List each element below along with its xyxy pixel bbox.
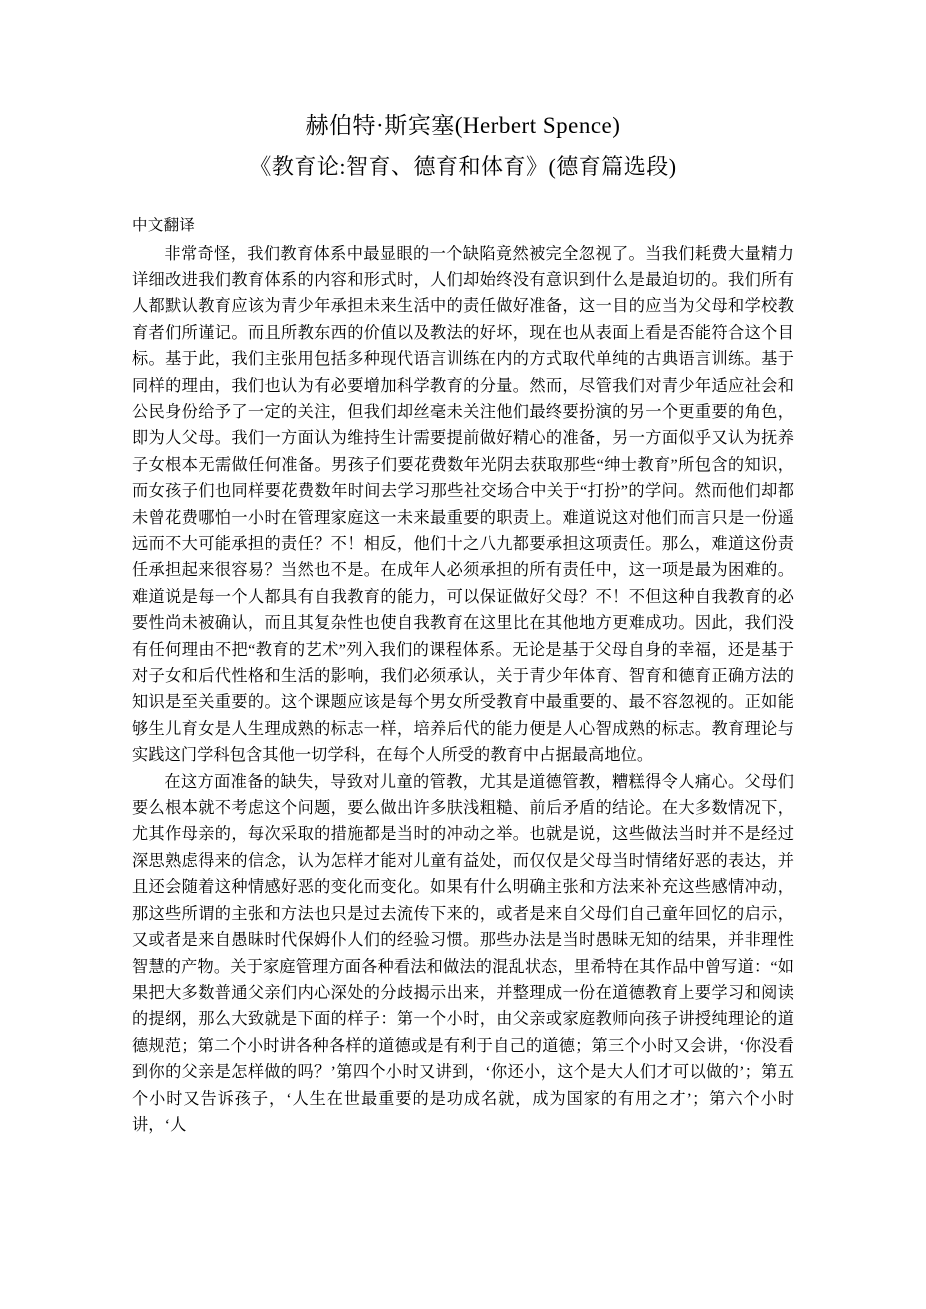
- page-title: 赫伯特·斯宾塞(Herbert Spence): [305, 113, 621, 138]
- page-subtitle: 《教育论:智育、德育和体育》(德育篇选段): [249, 153, 677, 179]
- body-paragraph-1: 非常奇怪，我们教育体系中最显眼的一个缺陷竟然被完全忽视了。当我们耗费大量精力详细改进我们教育体系的内容和形式时，人们却始终没有意识到什么是最迫切的。我们所有人都默认教育应该为青少年承担未来生活中的责任做好准备，这一目的应当为父母和学校教育者们所谨记。而且所教东西的价值以及教法的好坏，现在也从表面上看是否能符合这个目标。基于此，我们主张用包括多种现代语言训练在内的方式取代单纯的古典语言训练。基于同样的理由，我们也认为有必要增加科学教育的分量。然而，尽管我们对青少年适应社会和公民身份给予了一定的关注，但我们却丝毫未关注他们最终要扮演的另一个更重要的角色，即为人父母。我们一方面认为维持生计需要提前做好精心的准备，另一方面似乎又认为抚养子女根本无需做任何准备。男孩子们要花费数年光阴去获取那些“绅士教育”所包含的知识，而女孩子们也同样要花费数年时间去学习那些社交场合中关于“打扮”的学问。然而他们却都未曾花费哪怕一小时在管理家庭这一未来最重要的职责上。难道说这对他们而言只是一份遥远而不大可能承担的责任？不！相反，他们十之八九都要承担这项责任。那么，难道这份责任承担起来很容易？当然也不是。在成年人必须承担的所有责任中，这一项是最为困难的。难道说是每一个人都具有自我教育的能力，可以保证做好父母？不！不但这种自我教育的必要性尚未被确认，而且其复杂性也使自我教育在这里比在其他地方更难成功。因此，我们没有任何理由不把“教育的艺术”列入我们的课程体系。无论是基于父母自身的幸福，还是基于对子女和后代性格和生活的影响，我们必须承认，关于青少年体育、智育和德育正确方法的知识是至关重要的。这个课题应该是每个男女所受教育中最重要的、最不容忽视的。正如能够生儿育女是人生理成熟的标志一样，培养后代的能力便是人心智成熟的标志。教育理论与实践这门学科包含其他一切学科，在每个人所受的教育中占据最高地位。: [132, 244, 794, 765]
- section-label: 中文翻译: [132, 216, 196, 234]
- body-paragraph-2: 在这方面准备的缺失，导致对儿童的管教，尤其是道德管教，糟糕得令人痛心。父母们要么根本就不考虑这个问题，要么做出许多肤浅粗糙、前后矛盾的结论。在大多数情况下，尤其作母亲的，每次采取的措施都是当时的冲动之举。也就是说，这些做法当时并不是经过深思熟虑得来的信念，认为怎样才能对儿童有益处，而仅仅是父母当时情绪好恶的表达，并且还会随着这种情感好恶的变化而变化。如果有什么明确主张和方法来补充这些感情冲动，那这些所谓的主张和方法也只是过去流传下来的，或者是来自父母们自己童年回忆的启示，又或者是来自愚昧时代保姆仆人们的经验习惯。那些办法是当时愚昧无知的结果，并非理性智慧的产物。关于家庭管理方面各种看法和做法的混乱状态，里希特在其作品中曾写道：“如果把大多数普通父亲们内心深处的分歧揭示出来，并整理成一份在道德教育上要学习和阅读的提纲，那么大致就是下面的样子：第一个小时，由父亲或家庭教师向孩子讲授纯理论的道德规范；第二个小时讲各种各样的道德或是有利于自己的道德；第三个小时又会讲，‘你没看到你的父亲是怎样做的吗？’第四个小时又讲到，‘你还小，这个是大人们才可以做的’；第五个小时又告诉孩子，‘人生在世最重要的是功成名就，成为国家的有用之才’；第六个小时讲，‘人: [132, 772, 794, 1134]
